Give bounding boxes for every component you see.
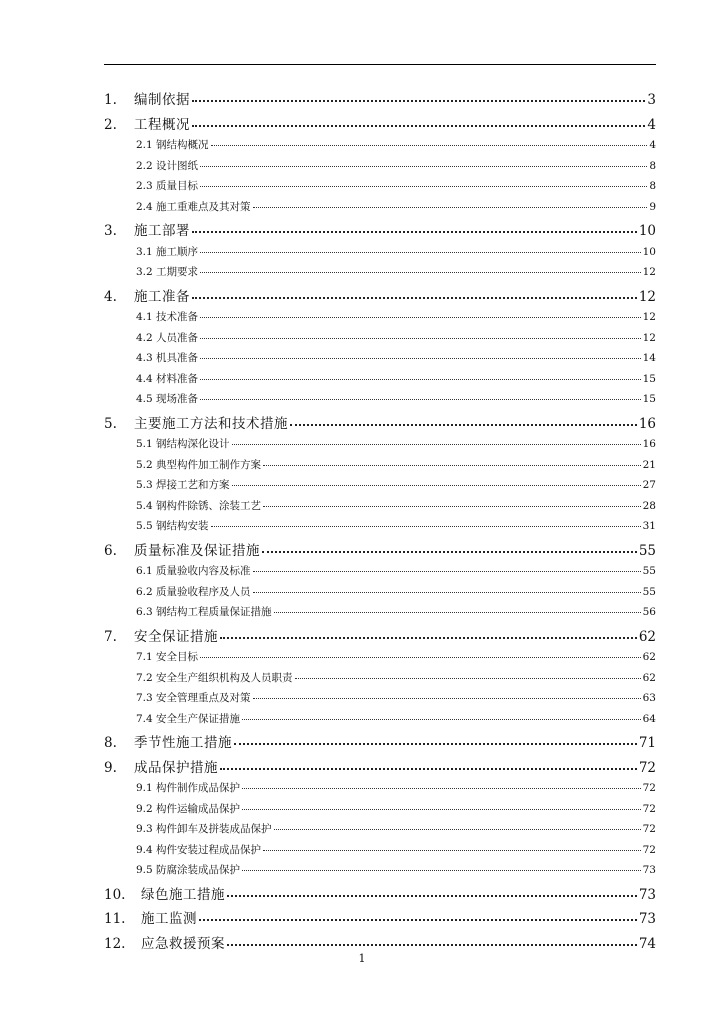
toc-entry-title: 3.1 施工顺序 (136, 245, 199, 258)
toc-entry-page: 55 (638, 542, 656, 559)
toc-subsection-entry[interactable] (104, 711, 656, 732)
toc-subsection-entry[interactable] (104, 330, 656, 351)
toc-entry-page: 64 (642, 712, 656, 725)
toc-dot-leader (200, 379, 641, 380)
toc-dot-leader (192, 231, 637, 233)
toc-dot-leader (211, 145, 648, 146)
toc-subsection-entry[interactable] (104, 604, 656, 625)
toc-entry-title: 7.2 安全生产组织机构及人员职责 (136, 671, 293, 684)
toc-entry-page: 55 (642, 565, 656, 577)
toc-entry-title: 成品保护措施 (134, 759, 218, 776)
toc-dot-leader (274, 612, 641, 613)
toc-entry-page: 12 (642, 266, 656, 278)
toc-dot-leader (211, 526, 641, 527)
toc-subsection-entry[interactable] (104, 436, 656, 457)
toc-dot-leader (262, 551, 637, 553)
toc-entry-title: 7.4 安全生产保证措施 (136, 712, 241, 725)
toc-dot-leader (253, 571, 641, 572)
toc-entry-number: 6. (104, 542, 117, 559)
toc-dot-leader (200, 252, 641, 253)
toc-section-entry[interactable] (104, 539, 656, 564)
toc-entry-page: 55 (642, 585, 656, 598)
toc-entry-number: 1. (104, 92, 117, 108)
toc-entry-number: 8. (104, 735, 117, 751)
toc-entry-page: 10 (642, 245, 656, 258)
toc-entry-page: 73 (638, 911, 656, 927)
toc-entry-page: 28 (642, 499, 656, 512)
toc-entry-page: 63 (642, 692, 656, 704)
toc-entry-number: 2. (104, 116, 117, 133)
toc-subsection-entry[interactable] (104, 158, 656, 179)
toc-entry-title: 5.5 钢结构安装 (136, 520, 209, 532)
toc-subsection-entry[interactable] (104, 199, 656, 220)
toc-entry-title: 质量标准及保证措施 (134, 542, 260, 559)
toc-entry-page: 72 (642, 782, 656, 794)
toc-dot-leader (200, 186, 647, 187)
toc-section-entry[interactable] (104, 731, 656, 756)
toc-entry-page: 3 (647, 92, 656, 108)
toc-entry-page: 15 (642, 372, 656, 385)
toc-entry-page: 74 (638, 935, 656, 952)
toc-subsection-entry[interactable] (104, 518, 656, 539)
header-rule (104, 64, 656, 65)
toc-dot-leader (253, 592, 641, 593)
toc-section-entry[interactable] (104, 219, 656, 244)
toc-dot-leader (192, 297, 637, 299)
toc-entry-number: 9. (104, 759, 117, 776)
toc-section-entry[interactable] (104, 756, 656, 781)
toc-entry-title: 安全保证措施 (134, 628, 218, 645)
toc-dot-leader (234, 743, 637, 745)
toc-entry-title: 6.3 钢结构工程质量保证措施 (136, 606, 272, 618)
toc-entry-page: 62 (642, 671, 656, 684)
toc-entry-title: 5.2 典型构件加工制作方案 (136, 458, 262, 471)
toc-section-entry[interactable] (104, 113, 656, 138)
toc-entry-title: 4.4 材料准备 (136, 372, 199, 385)
toc-subsection-entry[interactable] (104, 309, 656, 330)
toc-entry-title: 7.3 安全管理重点及对策 (136, 692, 251, 704)
toc-entry-page: 73 (638, 886, 656, 903)
toc-subsection-entry[interactable] (104, 371, 656, 392)
toc-entry-title: 绿色施工措施 (141, 886, 225, 903)
toc-dot-leader (220, 637, 637, 639)
toc-section-entry[interactable] (104, 883, 656, 908)
toc-dot-leader (295, 678, 641, 679)
toc-entry-title: 5.3 焊接工艺和方案 (136, 479, 230, 491)
toc-entry-number: 7. (104, 628, 117, 645)
toc-section-entry[interactable] (104, 907, 656, 932)
toc-entry-page: 62 (642, 651, 656, 663)
toc-dot-leader (200, 317, 641, 318)
toc-subsection-entry[interactable] (104, 670, 656, 691)
toc-entry-title: 3.2 工期要求 (136, 266, 199, 278)
toc-section-entry[interactable] (104, 625, 656, 650)
toc-entry-title: 施工监测 (141, 911, 197, 927)
toc-entry-title: 2.2 设计图纸 (136, 159, 199, 172)
toc-dot-leader (200, 358, 641, 359)
toc-entry-title: 9.5 防腐涂装成品保护 (136, 864, 241, 876)
toc-section-entry[interactable] (104, 412, 656, 437)
toc-entry-page: 4 (649, 139, 656, 151)
toc-entry-number: 3. (104, 223, 117, 239)
toc-entry-number: 5. (104, 415, 117, 432)
toc-entry-number: 12. (104, 935, 126, 952)
toc-dot-leader (263, 850, 641, 851)
toc-entry-page: 72 (642, 802, 656, 815)
toc-entry-title: 施工部署 (134, 223, 190, 239)
toc-subsection-entry[interactable] (104, 477, 656, 498)
toc-entry-page: 62 (638, 628, 656, 645)
toc-entry-title: 主要施工方法和技术措施 (134, 415, 288, 432)
page-number: 1 (358, 952, 366, 965)
toc-subsection-entry[interactable] (104, 842, 656, 863)
toc-entry-title: 编制依据 (134, 92, 190, 108)
toc-entry-page: 10 (638, 223, 656, 239)
toc-entry-page: 12 (642, 311, 656, 323)
toc-entry-page: 73 (642, 864, 656, 876)
toc-entry-page: 71 (638, 735, 656, 751)
toc-entry-page: 15 (642, 393, 656, 405)
toc-subsection-entry[interactable] (104, 780, 656, 801)
toc-subsection-entry[interactable] (104, 350, 656, 371)
toc-dot-leader (199, 919, 637, 921)
toc-entry-title: 2.4 施工重难点及其对策 (136, 200, 251, 213)
toc-entry-number: 10. (104, 886, 126, 903)
toc-entry-page: 16 (638, 415, 656, 432)
toc-subsection-entry[interactable] (104, 821, 656, 842)
toc-subsection-entry[interactable] (104, 690, 656, 711)
toc-dot-leader (253, 207, 648, 208)
toc-subsection-entry[interactable] (104, 264, 656, 285)
toc-dot-leader (220, 768, 637, 770)
toc-entry-title: 2.1 钢结构概况 (136, 139, 209, 151)
toc-dot-leader (263, 465, 641, 466)
toc-subsection-entry[interactable] (104, 584, 656, 605)
toc-entry-page: 4 (647, 116, 656, 133)
toc-entry-page: 8 (649, 159, 656, 172)
toc-entry-number: 11. (104, 911, 126, 927)
toc-subsection-entry[interactable] (104, 563, 656, 584)
toc-subsection-entry[interactable] (104, 457, 656, 478)
toc-section-entry[interactable] (104, 285, 656, 310)
toc-subsection-entry[interactable] (104, 178, 656, 199)
toc-entry-page: 72 (642, 823, 656, 835)
toc-entry-title: 6.2 质量验收程序及人员 (136, 585, 251, 598)
toc-entry-title: 4.3 机具准备 (136, 352, 199, 364)
toc-dot-leader (253, 698, 641, 699)
toc-dot-leader (200, 657, 641, 658)
toc-entry-title: 5.4 钢构件除锈、涂装工艺 (136, 499, 262, 512)
toc-entry-title: 4.5 现场准备 (136, 393, 199, 405)
toc-dot-leader (242, 719, 641, 720)
toc-entry-title: 9.2 构件运输成品保护 (136, 802, 241, 815)
toc-section-entry[interactable] (104, 88, 656, 113)
toc-entry-title: 5.1 钢结构深化设计 (136, 438, 230, 450)
toc-dot-leader (290, 424, 637, 426)
toc-entry-page: 8 (649, 180, 656, 192)
toc-entry-page: 31 (642, 520, 656, 532)
toc-entry-title: 9.1 构件制作成品保护 (136, 782, 241, 794)
toc-entry-page: 16 (642, 438, 656, 450)
toc-subsection-entry[interactable] (104, 498, 656, 519)
toc-dot-leader (263, 506, 641, 507)
toc-entry-page: 72 (642, 843, 656, 856)
toc-dot-leader (232, 485, 641, 486)
toc-dot-leader (274, 829, 641, 830)
toc-entry-page: 12 (642, 331, 656, 344)
toc-entry-title: 工程概况 (134, 116, 190, 133)
toc-entry-title: 4.2 人员准备 (136, 331, 199, 344)
toc-entry-title: 季节性施工措施 (134, 735, 232, 751)
toc-subsection-entry[interactable] (104, 137, 656, 158)
toc-entry-page: 27 (642, 479, 656, 491)
table-of-contents (104, 88, 656, 956)
toc-subsection-entry[interactable] (104, 862, 656, 883)
toc-subsection-entry[interactable] (104, 244, 656, 265)
toc-dot-leader (242, 870, 641, 871)
toc-dot-leader (200, 338, 641, 339)
toc-entry-page: 9 (649, 200, 656, 213)
toc-dot-leader (200, 399, 641, 400)
toc-entry-title: 9.3 构件卸车及拼装成品保护 (136, 823, 272, 835)
toc-entry-page: 21 (642, 458, 656, 471)
toc-dot-leader (242, 809, 641, 810)
toc-entry-title: 2.3 质量目标 (136, 180, 199, 192)
toc-dot-leader (242, 788, 641, 789)
toc-dot-leader (232, 444, 641, 445)
toc-entry-number: 4. (104, 288, 117, 305)
toc-entry-title: 9.4 构件安装过程成品保护 (136, 843, 262, 856)
toc-entry-page: 14 (642, 352, 656, 364)
toc-entry-page: 56 (642, 606, 656, 618)
toc-subsection-entry[interactable] (104, 391, 656, 412)
toc-dot-leader (200, 272, 641, 273)
toc-dot-leader (227, 944, 637, 946)
toc-entry-title: 7.1 安全目标 (136, 651, 199, 663)
toc-entry-title: 6.1 质量验收内容及标准 (136, 565, 251, 577)
toc-entry-page: 72 (638, 759, 656, 776)
toc-dot-leader (192, 125, 645, 127)
toc-entry-page: 12 (638, 288, 656, 305)
toc-subsection-entry[interactable] (104, 649, 656, 670)
toc-entry-title: 应急救援预案 (141, 935, 225, 952)
toc-dot-leader (200, 166, 647, 167)
toc-dot-leader (227, 895, 637, 897)
toc-entry-title: 4.1 技术准备 (136, 311, 199, 323)
toc-entry-title: 施工准备 (134, 288, 190, 305)
toc-subsection-entry[interactable] (104, 801, 656, 822)
toc-dot-leader (192, 100, 645, 102)
